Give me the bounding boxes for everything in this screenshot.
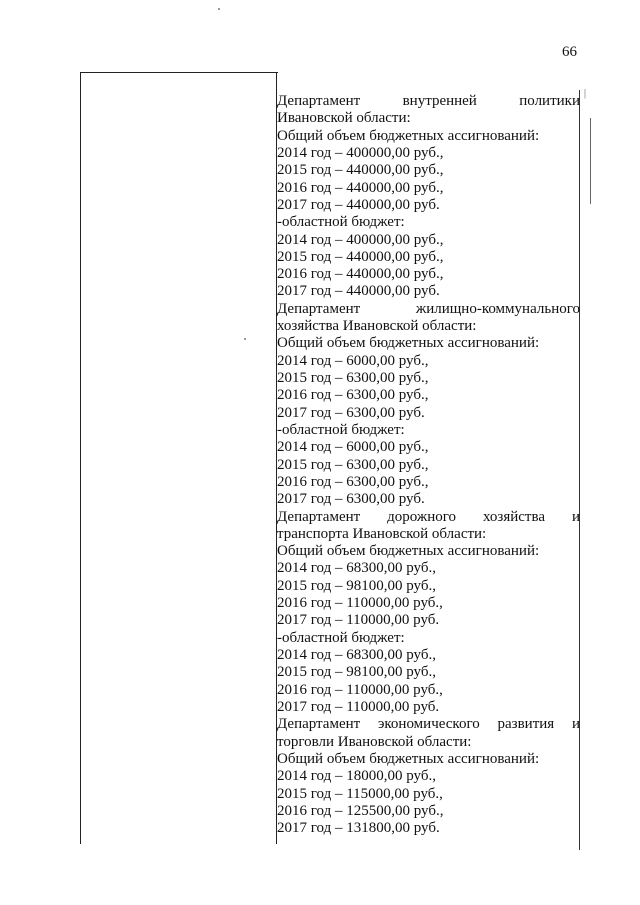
text-fragment: дорожного [387, 508, 457, 525]
text-fragment: Общий объем бюджетных ассигнований: [277, 750, 540, 767]
text-fragment: политики [519, 93, 580, 109]
text-fragment: 2017 год – 110000,00 руб. [277, 612, 440, 629]
text-line [277, 110, 580, 127]
scan-speck [218, 8, 220, 10]
text-fragment: 2015 год – 115000,00 руб., [277, 785, 443, 802]
edge-scan-line [590, 118, 591, 204]
text-line [277, 353, 580, 370]
text-fragment: 2015 год – 98100,00 руб., [277, 664, 436, 681]
text-line [277, 526, 580, 543]
text-line [277, 682, 580, 699]
text-line [277, 474, 580, 491]
text-fragment: 2014 год – 400000,00 руб., [277, 231, 444, 248]
text-line [277, 457, 580, 474]
text-fragment: и [571, 508, 580, 525]
text-line [277, 318, 580, 335]
text-line [277, 197, 580, 214]
text-fragment: 2016 год – 110000,00 руб., [277, 681, 443, 698]
text-line [277, 647, 580, 664]
text-fragment: внутренней [402, 93, 477, 109]
text-line [277, 803, 580, 820]
text-fragment: Общий объем бюджетных ассигнований: [277, 543, 540, 560]
text-fragment: транспорта Ивановской области: [277, 525, 487, 542]
text-line [277, 716, 580, 733]
text-fragment: торговли Ивановской области: [277, 733, 472, 750]
text-fragment: Департамент [277, 716, 361, 733]
text-line [277, 93, 580, 110]
text-fragment: 2015 год – 440000,00 руб., [277, 162, 444, 179]
text-fragment: 2015 год – 6300,00 руб., [277, 370, 429, 386]
text-line [277, 283, 580, 300]
text-fragment: и [571, 716, 580, 733]
text-line [277, 387, 580, 404]
scan-speck [244, 338, 246, 340]
text-fragment: Департамент [277, 93, 361, 109]
text-line [277, 439, 580, 456]
text-fragment: 2016 год – 125500,00 руб., [277, 802, 444, 819]
text-fragment: 2016 год – 6300,00 руб., [277, 473, 429, 490]
text-fragment: Ивановской области: [277, 110, 411, 127]
text-fragment: Департамент [277, 508, 361, 525]
text-fragment: 2016 год – 440000,00 руб., [277, 266, 444, 283]
text-fragment: хозяйства Ивановской области: [277, 318, 477, 335]
text-fragment: 2015 год – 440000,00 руб., [277, 248, 444, 265]
text-line [277, 249, 580, 266]
text-line [277, 335, 580, 352]
text-line [277, 370, 580, 387]
text-line [277, 509, 580, 526]
text-fragment: 2014 год – 6000,00 руб., [277, 352, 429, 369]
text-line [277, 734, 580, 751]
text-line [277, 699, 580, 716]
text-line [277, 751, 580, 768]
text-fragment: экономического [377, 716, 480, 733]
text-line [277, 664, 580, 681]
text-fragment: 2016 год – 6300,00 руб., [277, 387, 429, 404]
text-fragment: 2014 год – 400000,00 руб., [277, 144, 444, 161]
text-fragment: -областной бюджет: [277, 421, 405, 438]
text-line [277, 578, 580, 595]
text-line [277, 768, 580, 785]
text-line [277, 612, 580, 629]
text-fragment: 2015 год – 98100,00 руб., [277, 577, 436, 594]
text-line [277, 595, 580, 612]
text-line [277, 145, 580, 162]
text-line [277, 232, 580, 249]
text-line [277, 301, 580, 318]
text-fragment: 2017 год – 110000,00 руб. [277, 698, 440, 715]
text-fragment: 2015 год – 6300,00 руб., [277, 456, 429, 473]
text-fragment: 2017 год – 440000,00 руб. [277, 196, 440, 213]
text-fragment: Общий объем бюджетных ассигнований: [277, 335, 540, 352]
text-line [277, 128, 580, 145]
text-fragment: 2014 год – 6000,00 руб., [277, 439, 429, 456]
table-left-border [80, 72, 81, 844]
page-number: 66 [562, 44, 577, 60]
text-line [277, 786, 580, 803]
text-fragment: развития [497, 716, 555, 733]
text-fragment: жилищно-коммунального [415, 300, 580, 317]
text-fragment: 2016 год – 110000,00 руб., [277, 595, 443, 612]
text-line [277, 180, 580, 197]
text-fragment: 2017 год – 131800,00 руб. [277, 820, 440, 837]
text-fragment: Департамент [277, 300, 361, 317]
text-line [277, 630, 580, 647]
text-fragment: 2016 год – 440000,00 руб., [277, 179, 444, 196]
text-line [277, 820, 580, 837]
text-line [277, 560, 580, 577]
text-line [277, 491, 580, 508]
text-fragment: 2017 год – 6300,00 руб. [277, 491, 425, 508]
text-fragment: 2014 год – 68300,00 руб., [277, 560, 436, 577]
text-line [277, 422, 580, 439]
budget-text-column [277, 93, 580, 837]
text-fragment: 2014 год – 18000,00 руб., [277, 768, 436, 785]
text-line [277, 405, 580, 422]
text-line [277, 266, 580, 283]
text-fragment: -областной бюджет: [277, 629, 405, 646]
text-fragment: -областной бюджет: [277, 214, 405, 231]
text-fragment: Общий объем бюджетных ассигнований: [277, 127, 540, 144]
text-fragment: 2017 год – 6300,00 руб. [277, 404, 425, 421]
text-line [277, 543, 580, 560]
text-fragment: хозяйства [482, 508, 546, 525]
text-fragment: 2014 год – 68300,00 руб., [277, 647, 436, 663]
text-line [277, 214, 580, 231]
text-line [277, 162, 580, 179]
edge-scan-mark: | [584, 88, 587, 99]
table-top-border [80, 72, 278, 73]
text-fragment: 2017 год – 440000,00 руб. [277, 283, 440, 300]
